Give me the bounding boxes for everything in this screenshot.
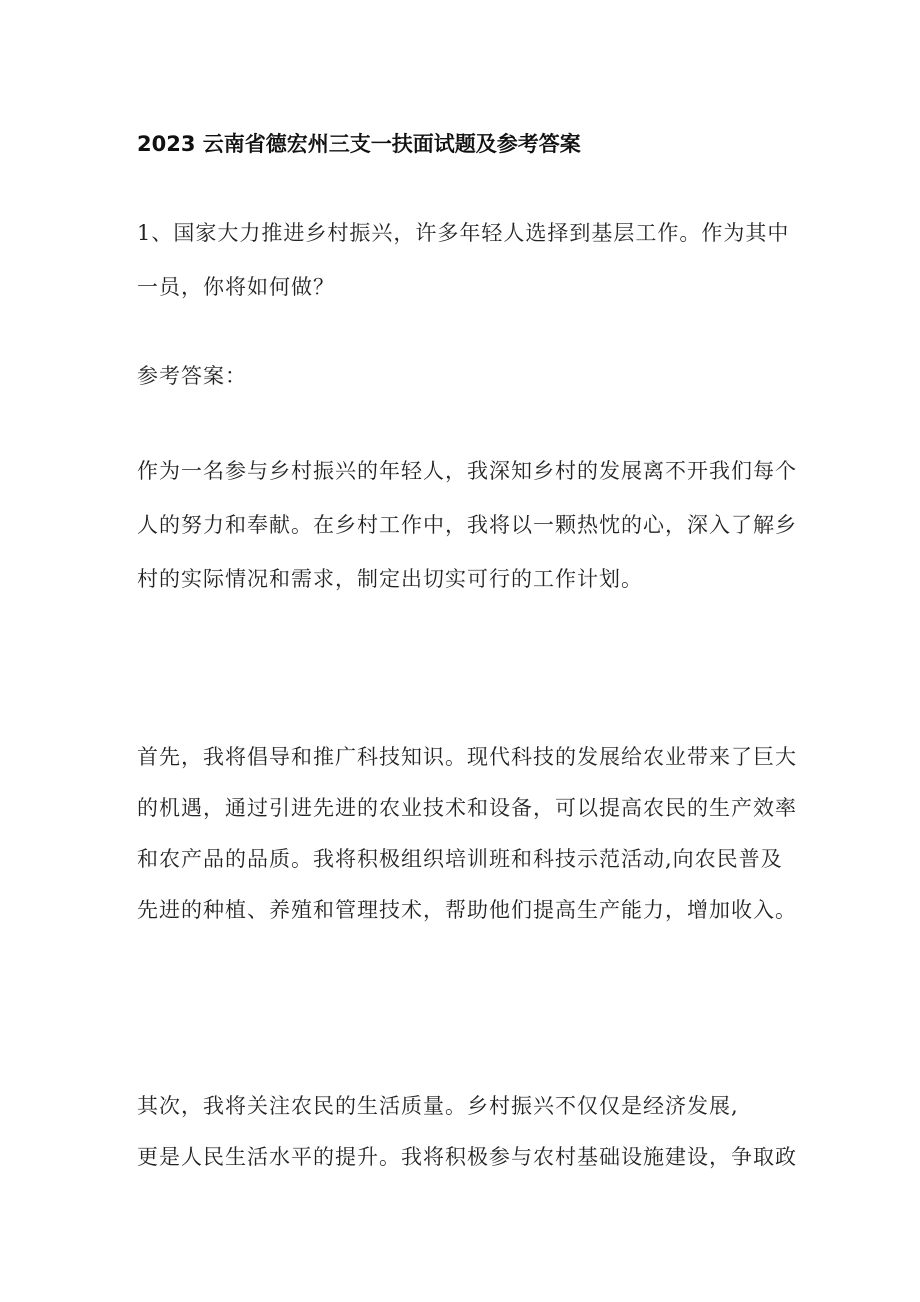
paragraph-line: 作为一名参与乡村振兴的年轻人，我深知乡村的发展离不开我们每个 (137, 459, 797, 483)
paragraph-line: 其次，我将关注农民的生活质量。乡村振兴不仅仅是经济发展, (137, 1094, 739, 1118)
answer-paragraph-first (137, 744, 797, 948)
paragraph-line: 更是人民生活水平的提升。我将积极参与农村基础设施建设，争取政 (137, 1145, 797, 1169)
answer-paragraph-intro (137, 458, 797, 620)
question-line: 一员，你将如何做？ (137, 275, 335, 299)
paragraph-line: 的机遇，通过引进先进的农业技术和设备，可以提高农民的生产效率 (137, 796, 797, 820)
document-title: 2023 云南省德宏州三支一扶面试题及参考答案 (137, 132, 581, 156)
answer-label-text: 参考答案： (137, 364, 247, 388)
answer-label (137, 363, 797, 390)
question-line: 1、国家大力推进乡村振兴，许多年轻人选择到基层工作。作为其中 (137, 221, 790, 245)
paragraph-line: 村的实际情况和需求，制定出切实可行的工作计划。 (137, 567, 643, 591)
paragraph-line: 首先，我将倡导和推广科技知识。现代科技的发展给农业带来了巨大 (137, 745, 797, 769)
paragraph-line: 人的努力和奉献。在乡村工作中，我将以一颗热忱的心，深入了解乡 (137, 513, 797, 537)
paragraph-line: 和农产品的品质。我将积极组织培训班和科技示范活动,向农民普及 (137, 847, 783, 871)
question-1 (137, 220, 797, 328)
paragraph-line: 先进的种植、养殖和管理技术，帮助他们提高生产能力，增加收入。 (137, 898, 797, 922)
answer-paragraph-second (137, 1093, 797, 1195)
